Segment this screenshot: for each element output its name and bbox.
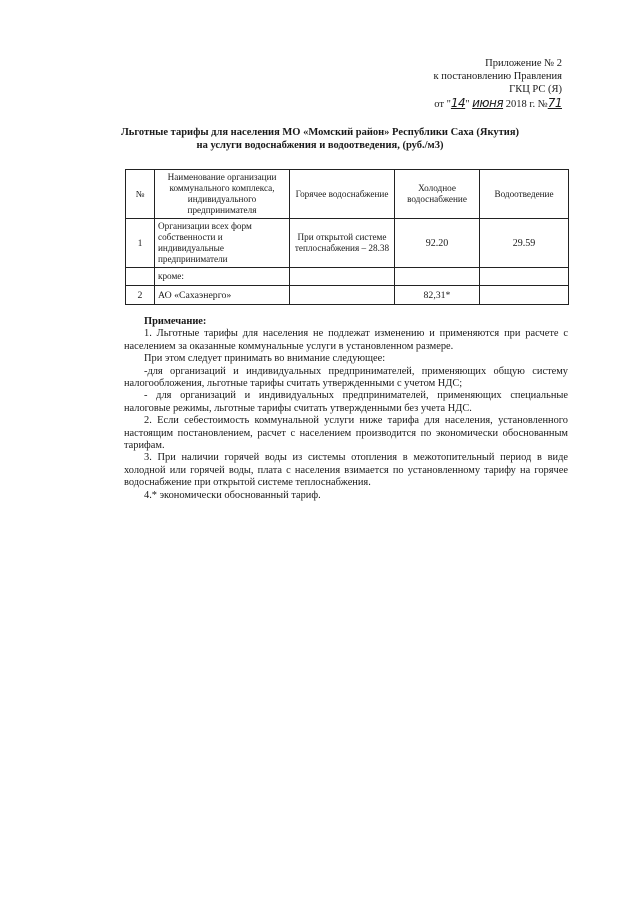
resolution-reference: к постановлению Правления bbox=[433, 71, 562, 82]
row-num: 1 bbox=[126, 219, 155, 268]
row-cold-water: 92.20 bbox=[395, 219, 480, 268]
tariff-table bbox=[125, 169, 569, 305]
notes-section bbox=[124, 316, 568, 502]
handwritten-number: 71 bbox=[547, 96, 562, 110]
note-paragraph: 3. При наличии горячей воды из системы отопления в межотопительный период в виде холодной или горячей воды, плата с населения взимается по установленному тарифу на горячее водоснабжение при открытой системе теплоснабжения. bbox=[124, 452, 568, 489]
notes-title: Примечание: bbox=[144, 316, 207, 327]
row-cold-water bbox=[395, 268, 480, 286]
note-paragraph: -для организаций и индивидуальных предпринимателей, применяющих общую систему налогообложения, льготные тарифы считать утвержденными с учетом НДС; bbox=[124, 365, 568, 390]
row-cold-water: 82,31* bbox=[395, 286, 480, 305]
table-header-row bbox=[126, 170, 569, 219]
row-hot-water bbox=[290, 286, 395, 305]
issuer-name: ГКЦ РС (Я) bbox=[509, 84, 562, 95]
row-hot-water: При открытой системе теплоснабжения – 28.38 bbox=[290, 219, 395, 268]
header-drainage: Водоотведение bbox=[480, 170, 569, 219]
row-organization: Организации всех форм собственности и индивидуальные предприниматели bbox=[155, 219, 290, 268]
handwritten-month: июня bbox=[472, 96, 504, 110]
appendix-header bbox=[362, 57, 562, 111]
document-title bbox=[110, 126, 530, 152]
row-drainage: 29.59 bbox=[480, 219, 569, 268]
date-quote: " bbox=[465, 99, 470, 110]
table-row bbox=[126, 219, 569, 268]
handwritten-day: 14 bbox=[450, 96, 466, 110]
note-paragraph: 1. Льготные тарифы для населения не подлежат изменению и применяются при расчете с населением за оказанные коммунальные услуги в установленном размере. bbox=[124, 328, 568, 352]
title-line-2: на услуги водоснабжения и водоотведения, (руб./м3) bbox=[196, 140, 444, 151]
row-organization: АО «Сахаэнерго» bbox=[155, 286, 290, 305]
row-hot-water bbox=[290, 268, 395, 286]
note-paragraph: При этом следует принимать во внимание следующее: bbox=[144, 353, 386, 365]
appendix-number: Приложение № 2 bbox=[485, 58, 562, 69]
year-text: 2018 г. № bbox=[505, 99, 548, 110]
title-line-1: Льготные тарифы для населения МО «Момский район» Республики Саха (Якутия) bbox=[120, 127, 520, 138]
note-paragraph: - для организаций и индивидуальных предпринимателей, применяющих специальные налоговые режимы, льготные тарифы считать утвержденными без учета НДС. bbox=[124, 390, 568, 414]
table-row bbox=[126, 268, 569, 286]
table-row bbox=[126, 286, 569, 305]
header-organization: Наименование организации коммунального комплекса, индивидуального предпринимателя bbox=[155, 170, 290, 219]
header-cold-water: Холодное водоснабжение bbox=[395, 170, 480, 219]
note-paragraph: 2. Если себестоимость коммунальной услуги ниже тарифа для населения, установленного настоящим постановлением, расчет с населением производится по экономически обоснованным тарифам. bbox=[124, 415, 568, 452]
row-organization: кроме: bbox=[155, 268, 290, 286]
row-drainage bbox=[480, 286, 569, 305]
date-prefix: от " bbox=[434, 99, 451, 110]
row-num: 2 bbox=[126, 286, 155, 305]
header-hot-water: Горячее водоснабжение bbox=[290, 170, 395, 219]
row-num bbox=[126, 268, 155, 286]
resolution-date-line bbox=[362, 97, 562, 111]
header-num: № bbox=[126, 170, 155, 219]
note-paragraph: 4.* экономически обоснованный тариф. bbox=[144, 489, 321, 501]
row-drainage bbox=[480, 268, 569, 286]
